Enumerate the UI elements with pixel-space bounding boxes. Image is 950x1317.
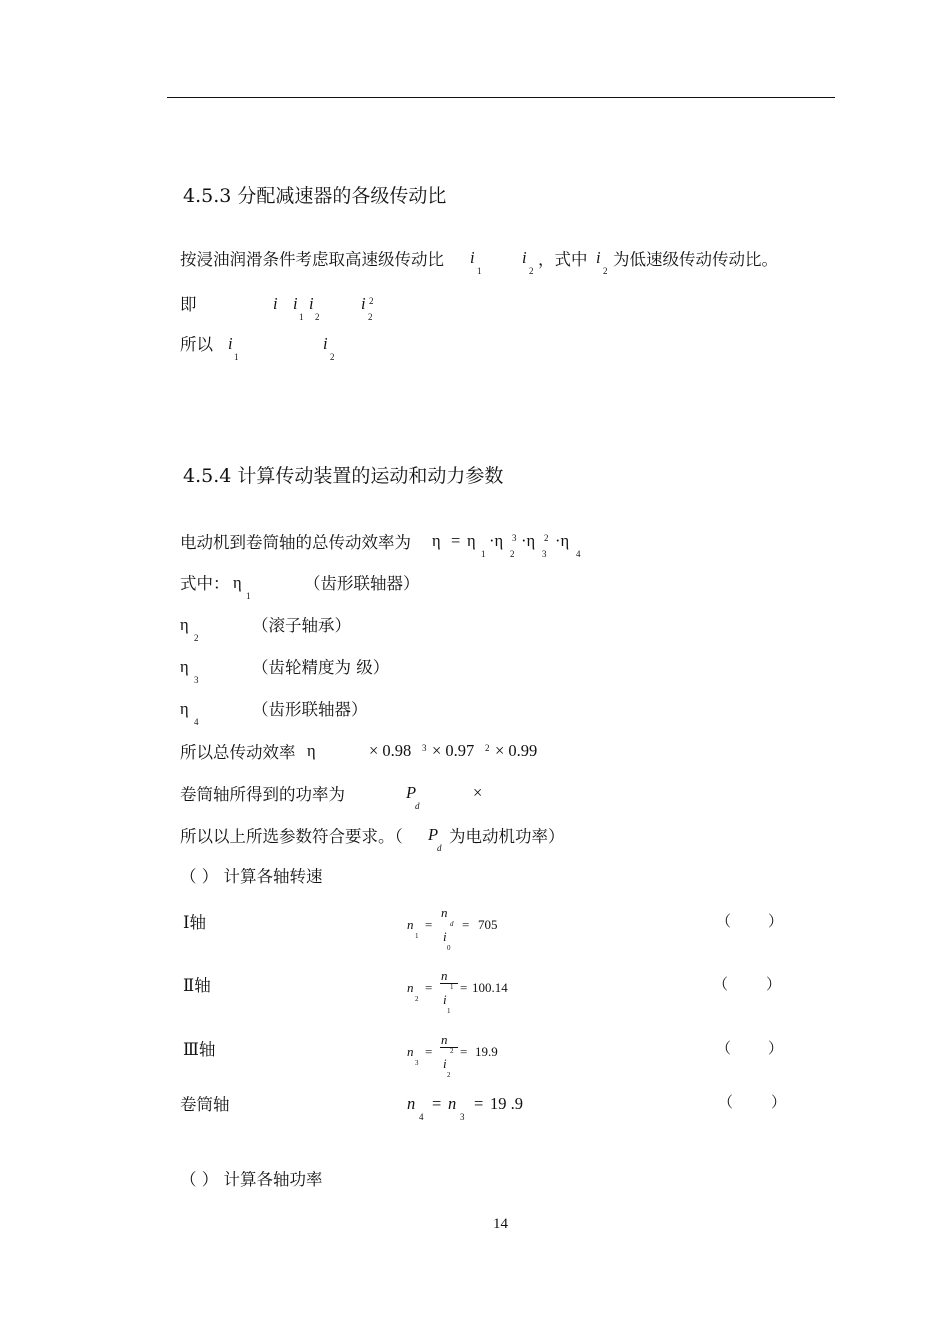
eta-symbol: η <box>180 657 189 676</box>
power-symbol: P <box>406 783 417 802</box>
subscript: 4 <box>194 717 199 727</box>
equals-sign: = <box>425 917 433 932</box>
subscript: 2 <box>194 633 199 643</box>
total-factor-3: × 0.99 <box>495 741 538 760</box>
gear-ratio-tail-text: 为低速级传动传动比。 <box>613 250 778 269</box>
superscript: 2 <box>485 743 490 753</box>
subscript: 1 <box>246 591 251 601</box>
symbol-i: i <box>361 294 366 313</box>
subscript: 1 <box>481 549 486 559</box>
efficiency-text: 电动机到卷筒轴的总传动效率为 <box>180 533 411 552</box>
subscript: 3 <box>415 1059 419 1067</box>
shizhong-label: 式中： <box>180 574 230 593</box>
total-factor-2: × 0.97 <box>432 741 475 760</box>
subscript: 2 <box>330 352 335 362</box>
symbol-i: i <box>443 929 447 944</box>
subscript: 4 <box>576 549 581 559</box>
power-heading: （ ） 计算各轴功率 <box>180 1170 323 1189</box>
header-rule <box>167 97 835 98</box>
subscript: d <box>450 920 454 928</box>
superscript: 3 <box>422 743 427 753</box>
note-eta4: （齿形联轴器） <box>252 700 368 719</box>
gear-ratio-condition-text: 按浸油润滑条件考虑取高速级传动比 <box>180 250 444 269</box>
shaft-2-speed: 100.14 <box>472 980 508 995</box>
note-eta2: （滚子轴承） <box>252 616 351 635</box>
symbol-n: n <box>407 1094 416 1113</box>
shaft-2-label: Ⅱ轴 <box>183 976 211 995</box>
symbol-n: n <box>407 1044 414 1059</box>
section-title-4-5-3: 4.5.3 分配减速器的各级传动比 <box>183 185 447 207</box>
symbol-i: i <box>443 992 447 1007</box>
shaft-3-speed: 19.9 <box>475 1044 498 1059</box>
eta-symbol: η <box>467 531 476 550</box>
eta-symbol: ·η <box>489 531 504 550</box>
subscript: 2 <box>415 995 419 1003</box>
eta-symbol: ·η <box>521 531 536 550</box>
equals-sign: = <box>460 980 468 995</box>
shaft-3-label: Ⅲ轴 <box>183 1040 216 1059</box>
subscript: 3 <box>542 549 547 559</box>
total-factor-1: × 0.98 <box>369 741 412 760</box>
equals-sign: = <box>451 531 461 550</box>
unit-paren-open: （ <box>716 912 732 930</box>
eta-symbol: η <box>180 615 189 634</box>
subscript: 0 <box>447 944 451 952</box>
note-eta1: （齿形联轴器） <box>304 574 420 593</box>
symbol-i: i <box>228 334 233 353</box>
superscript: 2 <box>369 296 374 306</box>
eta-symbol: ·η <box>555 531 570 550</box>
symbol-i: i <box>309 294 314 313</box>
eta-symbol: η <box>307 741 316 760</box>
subscript: 3 <box>460 1112 465 1122</box>
symbol-n: n <box>407 980 414 995</box>
symbol-i: i <box>596 248 601 267</box>
symbol-n: n <box>441 1032 448 1047</box>
subscript: 1 <box>447 1007 451 1015</box>
fraction-bar <box>440 983 458 984</box>
total-efficiency-text: 所以总传动效率 <box>180 743 296 762</box>
speed-heading: （ ） 计算各轴转速 <box>180 867 323 886</box>
equals-sign: = <box>474 1094 484 1113</box>
superscript: 3 <box>512 533 517 543</box>
times-sign: × <box>473 783 483 802</box>
subscript: 1 <box>477 266 482 276</box>
unit-paren-open: （ <box>713 975 729 993</box>
shaft-1-label: Ⅰ轴 <box>183 913 207 932</box>
equals-sign: = <box>425 1044 433 1059</box>
params-ok-tail: 为电动机功率） <box>449 827 565 846</box>
subscript: 2 <box>603 266 608 276</box>
unit-paren-close: ） <box>766 975 782 993</box>
equals-sign: = <box>432 1094 442 1113</box>
subscript: 2 <box>368 312 373 322</box>
symbol-n: n <box>441 968 448 983</box>
symbol-n: n <box>441 905 448 920</box>
equals-sign: = <box>462 917 470 932</box>
page-number: 14 <box>493 1216 508 1232</box>
ji-label: 即 <box>180 295 197 314</box>
fraction-bar <box>440 1047 458 1048</box>
subscript: d <box>437 843 442 853</box>
subscript: 2 <box>447 1071 451 1079</box>
subscript: 2 <box>529 266 534 276</box>
symbol-n: n <box>448 1094 457 1113</box>
params-ok-text: 所以以上所选参数符合要求。（ <box>180 827 403 846</box>
subscript: 3 <box>194 675 199 685</box>
symbol-i: i <box>470 248 475 267</box>
subscript: 4 <box>419 1112 424 1122</box>
subscript: 1 <box>450 983 454 991</box>
shaft-1-speed: 705 <box>478 917 498 932</box>
note-eta3: （齿轮精度为 级） <box>252 658 390 677</box>
equals-sign: = <box>460 1044 468 1059</box>
symbol-i: i <box>273 294 278 313</box>
gear-ratio-mid-text: ，式中 <box>538 250 588 269</box>
symbol-i: i <box>323 334 328 353</box>
drum-shaft-label: 卷筒轴 <box>180 1095 230 1114</box>
eta-symbol: η <box>432 531 441 550</box>
power-symbol: P <box>428 825 439 844</box>
symbol-i: i <box>293 294 298 313</box>
eta-symbol: η <box>233 573 242 592</box>
section-title-4-5-4: 4.5.4 计算传动装置的运动和动力参数 <box>183 465 504 487</box>
unit-paren-open: （ <box>718 1093 734 1111</box>
unit-paren-close: ） <box>768 1039 784 1057</box>
equals-sign: = <box>425 980 433 995</box>
symbol-i: i <box>443 1056 447 1071</box>
eta-symbol: η <box>180 699 189 718</box>
unit-paren-open: （ <box>716 1039 732 1057</box>
subscript: 1 <box>415 932 419 940</box>
unit-paren-close: ） <box>771 1093 787 1111</box>
subscript: 2 <box>315 312 320 322</box>
suoyi-label: 所以 <box>180 335 213 354</box>
subscript: 1 <box>234 352 239 362</box>
unit-paren-close: ） <box>768 912 784 930</box>
symbol-n: n <box>407 917 414 932</box>
superscript: 2 <box>544 533 549 543</box>
drum-shaft-speed: 19 .9 <box>490 1094 523 1113</box>
subscript: 2 <box>510 549 515 559</box>
subscript: d <box>415 801 420 811</box>
subscript: 1 <box>299 312 304 322</box>
subscript: 2 <box>450 1047 454 1055</box>
symbol-i: i <box>522 248 527 267</box>
drum-power-text: 卷筒轴所得到的功率为 <box>180 785 345 804</box>
